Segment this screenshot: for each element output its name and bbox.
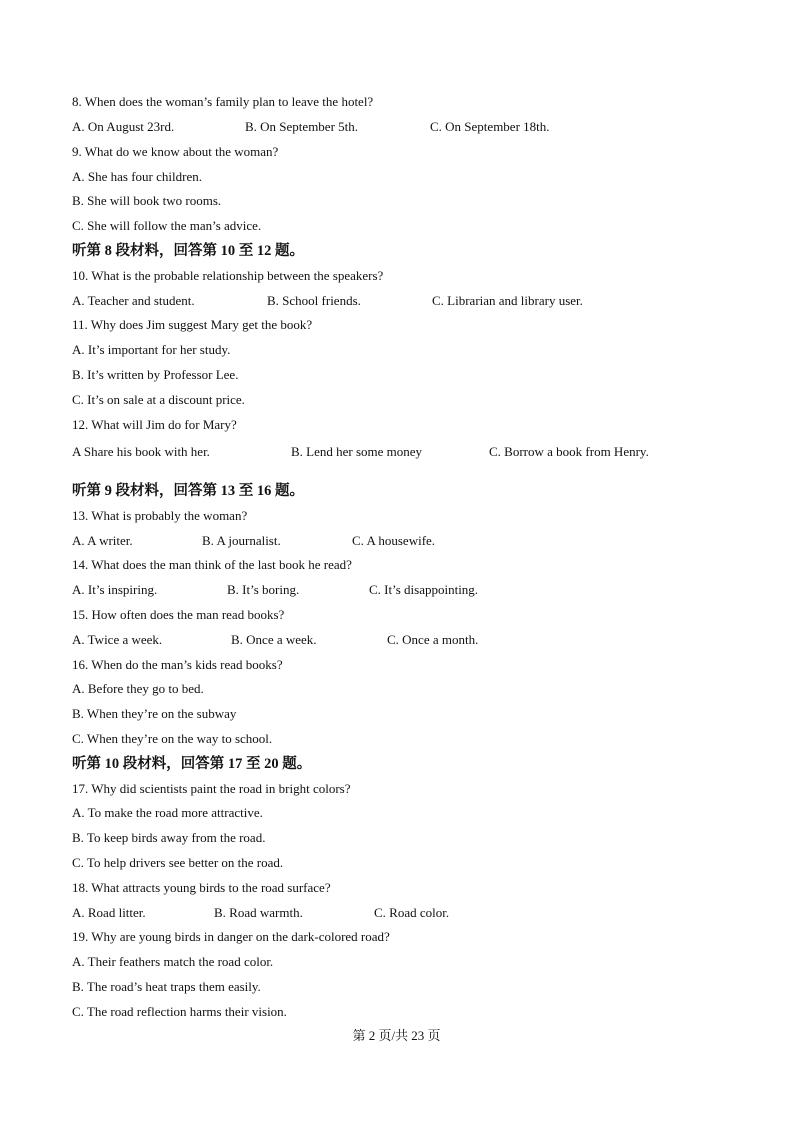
option-b: B. It’s boring. [227,582,300,597]
question-9: 9. What do we know about the woman? [72,144,279,159]
option-c: C. The road reflection harms their vision. [72,1004,287,1019]
question-15: 15. How often does the man read books? [72,607,285,622]
option-b: B. To keep birds away from the road. [72,830,266,845]
option-a: A. Twice a week. [72,632,163,647]
option-a: A. Their feathers match the road color. [72,954,274,969]
option-c: C. It’s disappointing. [369,582,479,597]
option-c: C. A housewife. [352,533,436,548]
question-12: 12. What will Jim do for Mary? [72,417,237,432]
section-heading-9: 听第 9 段材料，回答第 13 至 16 题。 [72,483,304,499]
option-c: C. Once a month. [387,632,479,647]
option-c: C. To help drivers see better on the road. [72,855,284,870]
option-b: B. The road’s heat traps them easily. [72,979,261,994]
option-c: C. Librarian and library user. [432,293,583,308]
option-b: B. It’s written by Professor Lee. [72,367,239,382]
option-b: B. She will book two rooms. [72,193,222,208]
option-b: B. Lend her some money [291,444,423,459]
option-c: C. She will follow the man’s advice. [72,218,262,233]
question-10: 10. What is the probable relationship between the speakers? [72,268,384,283]
option-a: A. She has four children. [72,169,202,184]
option-b: B. On September 5th. [245,119,359,134]
option-b: B. Once a week. [231,632,317,647]
option-a: A. Before they go to bed. [72,681,204,696]
option-a: A. On August 23rd. [72,119,175,134]
option-a: A. Road litter. [72,905,146,920]
option-a: A Share his book with her. [72,444,210,459]
question-11: 11. Why does Jim suggest Mary get the book? [72,317,313,332]
option-b: B. A journalist. [202,533,281,548]
question-13: 13. What is probably the woman? [72,508,248,523]
question-8: 8. When does the woman’s family plan to leave the hotel? [72,94,374,109]
page-number: 第 2 页/共 23 页 [352,1028,441,1043]
option-a: A. Teacher and student. [72,293,195,308]
question-17: 17. Why did scientists paint the road in bright colors? [72,781,351,796]
option-c: C. Borrow a book from Henry. [489,444,649,459]
option-c: C. When they’re on the way to school. [72,731,273,746]
option-c: C. On September 18th. [430,119,550,134]
question-16: 16. When do the man’s kids read books? [72,657,283,672]
question-19: 19. Why are young birds in danger on the dark-colored road? [72,929,390,944]
section-heading-10: 听第 10 段材料，回答第 17 至 20 题。 [72,756,312,772]
option-c: C. It’s on sale at a discount price. [72,392,245,407]
option-a: A. It’s important for her study. [72,342,231,357]
section-heading-8: 听第 8 段材料，回答第 10 至 12 题。 [72,243,304,259]
option-b: B. Road warmth. [214,905,303,920]
option-c: C. Road color. [374,905,450,920]
option-a: A. It’s inspiring. [72,582,158,597]
option-b: B. School friends. [267,293,361,308]
option-a: A. To make the road more attractive. [72,805,263,820]
question-18: 18. What attracts young birds to the road surface? [72,880,331,895]
option-b: B. When they’re on the subway [72,706,237,721]
question-14: 14. What does the man think of the last book he read? [72,557,352,572]
option-a: A. A writer. [72,533,133,548]
